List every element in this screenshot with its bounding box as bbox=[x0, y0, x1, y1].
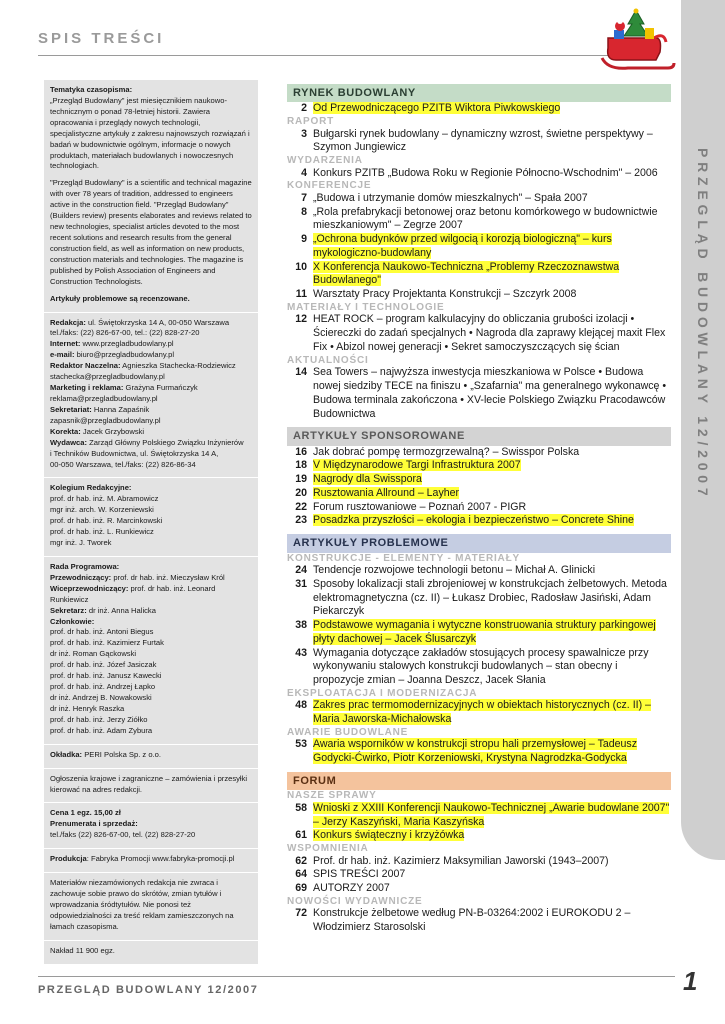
entry-title: Podstawowe wymagania i wytyczne konstruowania struktury parkingowej płyty dachowej – Jacek Ślusarczyk bbox=[313, 619, 656, 645]
entry-title: „Budowa i utrzymanie domów mieszkalnych" – Spała 2007 bbox=[313, 191, 588, 204]
council-member: prof. dr hab. inż. Józef Jasiczak bbox=[50, 660, 157, 670]
toc-entry[interactable] bbox=[287, 868, 671, 882]
page-ref: 16 bbox=[295, 445, 307, 458]
editorial-line bbox=[50, 438, 252, 449]
toc-entry[interactable] bbox=[287, 167, 671, 181]
council-member: prof. dr hab. inż. Adam Zybura bbox=[50, 725, 153, 735]
subsection-label: EKSPLOATACJA I MODERNIZACJA bbox=[287, 687, 478, 699]
editorial-line bbox=[50, 405, 252, 416]
council-member: prof. dr hab. inż. Antoni Biegus bbox=[50, 627, 154, 637]
editorial-label: Redakcja: bbox=[50, 317, 86, 327]
editorial-text: Agnieszka Stachecka-Rodziewicz bbox=[120, 361, 236, 371]
program-council bbox=[44, 557, 258, 745]
entry-title: Od Przewodniczącego PZITB Wiktora Piwkowskiego bbox=[313, 102, 561, 115]
subsection-label: RAPORT bbox=[287, 116, 335, 128]
page-ref: 31 bbox=[295, 577, 307, 590]
subsection-label: AKTUALNOŚCI bbox=[287, 354, 369, 366]
page-ref: 4 bbox=[301, 166, 307, 179]
cover-label: Okładka: bbox=[50, 749, 83, 759]
ads-text: Ogłoszenia krajowe i zagraniczne – zamówienia i przesyłki kierować na adres redakcji. bbox=[50, 773, 248, 794]
entry-title: Awaria wsporników w konstrukcji stropu hali przemysłowej – Tadeusz Godycki-Ćwirko, Piotr Korzeniowski, Krystyna Nagrodzka-Godycka bbox=[313, 738, 638, 765]
toc-entry[interactable] bbox=[287, 473, 671, 487]
role-text: prof. dr hab. inż. Leonard Runkiewicz bbox=[50, 583, 216, 604]
page-ref: 61 bbox=[295, 829, 307, 842]
council-member: dr inż. Roman Gąckowski bbox=[50, 649, 137, 659]
board-member: prof. dr hab. inż. R. Marcinkowski bbox=[50, 516, 163, 526]
footer-divider bbox=[38, 976, 675, 977]
role-text: prof. dr hab. inż. Mieczysław Król bbox=[111, 572, 225, 582]
board-member: prof. dr hab. inż. L. Runkiewicz bbox=[50, 527, 154, 537]
editorial-text: Zarząd Główny Polskiego Związku Inżynierów bbox=[87, 437, 244, 447]
thematic-pl: „Przegląd Budowlany" jest miesięcznikiem naukowo-technicznym o ponad 78-letniej historii. Zawiera opracowania i przeglądy nowych technologii, specjalistyczne artykuły z zakresu najnowszych rozwiązań i badań w budownictwie ogólnym, informacje o nowych produktach, materiałach budowlanych i nowoczesnych technologiach. bbox=[50, 95, 250, 171]
board-member: mgr inż. J. Tworek bbox=[50, 538, 112, 548]
email-link[interactable]: zapasnik@przegladbudowlany.pl bbox=[50, 415, 161, 425]
entry-title: Tendencje rozwojowe technologii betonu – Michał A. Glinicki bbox=[313, 564, 596, 577]
toc-entry[interactable] bbox=[287, 102, 671, 116]
editorial-line bbox=[50, 427, 252, 438]
page-ref: 38 bbox=[295, 619, 307, 632]
page-number: 1 bbox=[683, 966, 698, 996]
toc-entry[interactable] bbox=[287, 261, 671, 289]
entry-title: Wymagania dotyczące zakładów stosujących procesy spawalnicze przy wykonywaniu stalowych konstrukcji budowlanych – stan obecny i propozycje zmian – Joanna Deszcz, Jacek Słania bbox=[313, 646, 649, 687]
board-member: prof. dr hab. inż. M. Abramowicz bbox=[50, 494, 159, 504]
toc-entry[interactable] bbox=[287, 802, 671, 830]
page-ref: 58 bbox=[295, 801, 307, 814]
page-ref: 8 bbox=[301, 205, 307, 218]
section-header: ARTYKUŁY SPONSOROWANE bbox=[287, 427, 671, 445]
subsection-label: MATERIAŁY I TECHNOLOGIE bbox=[287, 301, 445, 313]
council-member: prof. dr hab. inż. Janusz Kawecki bbox=[50, 671, 162, 681]
program-role bbox=[50, 573, 252, 584]
editorial-text: Hanna Zapaśnik bbox=[91, 404, 150, 414]
production-text: : Fabryka Promocji www.fabryka-promocji.pl bbox=[86, 854, 235, 864]
toc-entry[interactable] bbox=[287, 446, 671, 460]
section-header: RYNEK BUDOWLANY bbox=[287, 84, 671, 102]
toc-entry[interactable] bbox=[287, 907, 671, 935]
toc-entry[interactable] bbox=[287, 288, 671, 302]
council-member: prof. dr hab. inż. Andrzej Łapko bbox=[50, 682, 156, 692]
council-member: dr inż. Henryk Raszka bbox=[50, 703, 125, 713]
table-of-contents bbox=[287, 84, 671, 935]
editorial-line bbox=[50, 350, 252, 361]
toc-entry[interactable] bbox=[287, 206, 671, 234]
editorial-line bbox=[50, 339, 252, 350]
reviewed-note: Artykuły problemowe są recenzowane. bbox=[50, 293, 190, 303]
entry-title: Nagrody dla Swisspora bbox=[313, 473, 422, 486]
entry-title: Sposoby lokalizacji stali zbrojeniowej w konstrukcjach żelbetowych. Metoda elektromagnetyczna (cz. II) – Łukasz Drobiec, Radosław Jasiński, Adam Piekarczyk bbox=[313, 577, 667, 618]
page-ref: 20 bbox=[295, 486, 307, 499]
entry-title: SPIS TREŚCI 2007 bbox=[313, 868, 406, 881]
page-header-title: SPIS TREŚCI bbox=[38, 30, 165, 47]
page-ref: 72 bbox=[295, 907, 307, 920]
thematic-title: Tematyka czasopisma: bbox=[50, 85, 133, 94]
toc-entry[interactable] bbox=[287, 487, 671, 501]
page-ref: 3 bbox=[301, 127, 307, 140]
toc-entry[interactable] bbox=[287, 619, 671, 647]
footer-magazine bbox=[38, 984, 259, 996]
editorial-sidebar bbox=[44, 80, 258, 965]
entry-title: „Rola prefabrykacji betonowej oraz betonu komórkowego w budownictwie mieszkaniowym" – Zegrze 2007 bbox=[313, 205, 658, 232]
section-header: FORUM bbox=[287, 772, 671, 790]
subsection-label: KONSTRUKCJE - ELEMENTY - MATERIAŁY bbox=[287, 552, 520, 564]
editorial-text: 00-050 Warszawa, tel./faks: (22) 826-86-34 bbox=[50, 459, 196, 469]
subsection-label: NOWOŚCI WYDAWNICZE bbox=[287, 895, 423, 907]
entry-title: Rusztowania Allround – Layher bbox=[313, 486, 460, 499]
toc-entry[interactable] bbox=[287, 366, 671, 421]
page-ref: 24 bbox=[295, 564, 307, 577]
editorial-line bbox=[50, 449, 252, 460]
page-ref: 11 bbox=[295, 288, 307, 301]
program-role bbox=[50, 606, 252, 617]
header-divider bbox=[38, 55, 625, 56]
page-ref: 19 bbox=[295, 473, 307, 486]
entry-title: Warsztaty Pracy Projektanta Konstrukcji – Szczyrk 2008 bbox=[313, 288, 577, 301]
editorial-line bbox=[50, 383, 252, 394]
entry-title: „Ochrona budynków przed wilgocią i korozją biologiczną" – kurs mykologiczno-budowlany bbox=[313, 233, 612, 259]
email-link[interactable]: stachecka@przegladbudowlany.pl bbox=[50, 372, 165, 382]
side-magazine-label: PRZEGLĄD BUDOWLANY 12/2007 bbox=[695, 148, 711, 501]
price-block bbox=[44, 803, 258, 849]
subscription-text: tel./faks (22) 826-67-00, tel. (22) 828-27-20 bbox=[50, 830, 196, 840]
santa-sleigh-icon bbox=[598, 8, 676, 74]
editorial-line bbox=[50, 460, 252, 471]
toc-entry[interactable] bbox=[287, 699, 671, 727]
editorial-text: ul. Świętokrzyska 14 A, 00-050 Warszawa bbox=[85, 317, 230, 327]
page-ref: 43 bbox=[295, 646, 307, 659]
council-member: prof. dr hab. inż. Jerzy Ziółko bbox=[50, 714, 148, 724]
toc-entry[interactable] bbox=[287, 855, 671, 869]
editorial-line bbox=[50, 372, 252, 383]
toc-entry[interactable] bbox=[287, 313, 671, 354]
editorial-label: Redaktor Naczelna: bbox=[50, 361, 121, 371]
page-ref: 18 bbox=[295, 459, 307, 472]
editorial-line bbox=[50, 318, 252, 329]
editorial-text: tel./faks: (22) 826-67-00, tel.: (22) 828-27-20 bbox=[50, 328, 200, 338]
entry-title: HEAT ROCK – program kalkulacyjny do obliczania grubości izolacji • Ściereczki do zadań specjalnych • Nagroda dla zaprawy klejącej maxit Flex Fix • Abizol nowej generacji • Sekret samoczyszczących się ścian bbox=[313, 313, 666, 354]
entry-title: Prof. dr hab. inż. Kazimierz Maksymilian Jaworski (1943–2007) bbox=[313, 854, 609, 867]
entry-title: Sea Towers – najwyższa inwestycja mieszkaniowa w Polsce • Budowa nowej siedziby TECE na finiszu • „Szafarnia" ma generalnego wykonawcę • Budowa terminala zakończona • XV-lecie Polskiego Związku Pracodawców Budownictwa bbox=[313, 366, 667, 420]
toc-entry[interactable] bbox=[287, 459, 671, 473]
subsection-label: NASZE SPRAWY bbox=[287, 790, 377, 802]
role-label: Sekretarz: bbox=[50, 605, 87, 615]
editorial-label: Wydawca: bbox=[50, 437, 87, 447]
toc-entry[interactable] bbox=[287, 501, 671, 515]
page-ref: 64 bbox=[295, 868, 307, 881]
entry-title: Jak dobrać pompę termozgrzewalną? – Swisspor Polska bbox=[313, 445, 580, 458]
editorial-contacts bbox=[44, 313, 258, 479]
disclaimer-block bbox=[44, 873, 258, 941]
program-title: Rada Programowa: bbox=[50, 561, 120, 571]
toc-entry[interactable] bbox=[287, 578, 671, 619]
subsection-label: AWARIE BUDOWLANE bbox=[287, 726, 409, 738]
editorial-list bbox=[50, 318, 252, 471]
print-run: Nakład 11 900 egz. bbox=[50, 945, 115, 955]
editorial-board bbox=[44, 478, 258, 557]
page-ref: 69 bbox=[295, 882, 307, 895]
toc-entry[interactable] bbox=[287, 233, 671, 261]
entry-title: Konkurs PZITB „Budowa Roku w Regionie Północno-Wschodnim" – 2006 bbox=[313, 166, 658, 179]
editorial-text: i Techników Budownictwa, ul. Świętokrzyska 14 A, bbox=[50, 448, 219, 458]
email-link[interactable]: reklama@przegladbudowlany.pl bbox=[50, 393, 158, 403]
production-label: Produkcja bbox=[50, 854, 87, 864]
editorial-line bbox=[50, 394, 252, 405]
role-label: Członkowie: bbox=[50, 616, 95, 626]
entry-title: Konkurs świąteczny i krzyżówka bbox=[313, 829, 465, 842]
website-link[interactable]: www.przegladbudowlany.pl bbox=[80, 339, 174, 349]
thematic-en: "Przegląd Budowlany" is a scientific and technical magazine with over 78 years of tradition, addressed to engineers active in the construction field. "Przegląd Budowlany" (Builders review) presents elaborates and reviews related to new technologies, specialist articles devoted to the most recent solutions and research results from the general construction field, as well as information on new products, construction materials and technologies. The magazine is published by Polish Association of Engineers and Construction Technologists. bbox=[50, 178, 252, 286]
page-ref: 53 bbox=[295, 738, 307, 751]
editorial-label: Marketing i reklama: bbox=[50, 383, 124, 393]
editorial-label: Sekretariat: bbox=[50, 404, 92, 414]
editorial-line bbox=[50, 361, 252, 372]
program-role bbox=[50, 617, 252, 628]
subscription-label: Prenumerata i sprzedaż: bbox=[50, 819, 138, 829]
email-link[interactable]: biuro@przegladbudowlany.pl bbox=[74, 350, 175, 360]
subsection-label: KONFERENCJE bbox=[287, 180, 372, 192]
entry-title: Zakres prac termomodernizacyjnych w obiektach historycznych (cz. II) – Maria Jaworska-Michałowska bbox=[313, 699, 651, 726]
cover-credit bbox=[44, 745, 258, 769]
print-run-block bbox=[44, 941, 258, 965]
entry-title: AUTORZY 2007 bbox=[313, 882, 390, 895]
toc-entry[interactable] bbox=[287, 514, 671, 528]
toc-entry[interactable] bbox=[287, 829, 671, 843]
disclaimer-text: Materiałów niezamówionych redakcja nie zwraca i zachowuje sobie prawo do skrótów, zmian tytułów i wprowadzania śródtytułów. Nie ponosi też odpowiedzialności za treść reklam zamieszczonych na łamach czasopisma. bbox=[50, 878, 234, 931]
toc-entry[interactable] bbox=[287, 192, 671, 206]
toc-entry[interactable] bbox=[287, 738, 671, 766]
page-ref: 22 bbox=[295, 500, 307, 513]
program-role bbox=[50, 584, 252, 606]
editorial-line bbox=[50, 416, 252, 427]
entry-title: Posadzka przyszłości – ekologia i bezpieczeństwo – Concrete Shine bbox=[313, 514, 634, 527]
entry-title: Bułgarski rynek budowlany – dynamiczny wzrost, świetne perspektywy – Szymon Jungiewicz bbox=[313, 127, 653, 154]
page-ref: 48 bbox=[295, 699, 307, 712]
toc-entry[interactable] bbox=[287, 564, 671, 578]
ads-note bbox=[44, 769, 258, 804]
entry-title: Konstrukcje żelbetowe według PN-B-03264:2002 i EUROKODU 2 – Włodzimierz Starosolski bbox=[313, 907, 631, 934]
page-ref: 7 bbox=[301, 191, 307, 204]
page-ref: 14 bbox=[295, 366, 307, 379]
price-label: Cena 1 egz. 15,00 zł bbox=[50, 808, 121, 818]
toc-entry[interactable] bbox=[287, 882, 671, 896]
footer-title: PRZEGLĄD BUDOWLANY bbox=[38, 984, 203, 996]
board-title: Kolegium Redakcyjne: bbox=[50, 483, 132, 493]
entry-title: X Konferencja Naukowo-Techniczna „Problemy Rzeczoznawstwa Budowlanego" bbox=[313, 260, 620, 287]
role-label: Wiceprzewodniczący: bbox=[50, 583, 129, 593]
editorial-text: Jacek Grzybowski bbox=[80, 426, 145, 436]
editorial-label: e-mail: bbox=[50, 350, 75, 360]
toc-entry[interactable] bbox=[287, 647, 671, 688]
role-label: Przewodniczący: bbox=[50, 572, 112, 582]
editorial-line bbox=[50, 328, 252, 339]
magazine-profile bbox=[44, 80, 258, 313]
footer-issue: 12/2007 bbox=[207, 984, 259, 996]
council-member: dr inż. Andrzej B. Nowakowski bbox=[50, 693, 152, 703]
section-header: ARTYKUŁY PROBLEMOWE bbox=[287, 534, 671, 552]
production-block bbox=[44, 849, 258, 873]
toc-entry[interactable] bbox=[287, 128, 671, 156]
editorial-label: Korekta: bbox=[50, 426, 81, 436]
page-ref: 23 bbox=[295, 514, 307, 527]
page-ref: 62 bbox=[295, 854, 307, 867]
entry-title: Wnioski z XXIII Konferencji Naukowo-Technicznej „Awarie budowlane 2007" – Jerzy Kaszyński, Maria Kaszyńska bbox=[313, 801, 670, 828]
cover-text: PERI Polska Sp. z o.o. bbox=[82, 749, 162, 759]
editorial-text: Grażyna Furmańczyk bbox=[123, 383, 198, 393]
entry-title: V Międzynarodowe Targi Infrastruktura 2007 bbox=[313, 459, 521, 472]
board-member: mgr inż. arch. W. Korzeniewski bbox=[50, 505, 154, 515]
role-text: dr inż. Anna Halicka bbox=[86, 605, 156, 615]
entry-title: Forum rusztowaniowe – Poznań 2007 - PIGR bbox=[313, 500, 527, 513]
subsection-label: WSPOMNIENIA bbox=[287, 843, 369, 855]
editorial-label: Internet: bbox=[50, 339, 81, 349]
page-ref: 9 bbox=[301, 233, 307, 246]
page-ref: 12 bbox=[295, 313, 307, 326]
page-ref: 2 bbox=[301, 102, 307, 115]
council-member: prof. dr hab. inż. Kazimierz Furtak bbox=[50, 638, 164, 648]
page-ref: 10 bbox=[295, 260, 307, 273]
subsection-label: WYDARZENIA bbox=[287, 155, 363, 167]
